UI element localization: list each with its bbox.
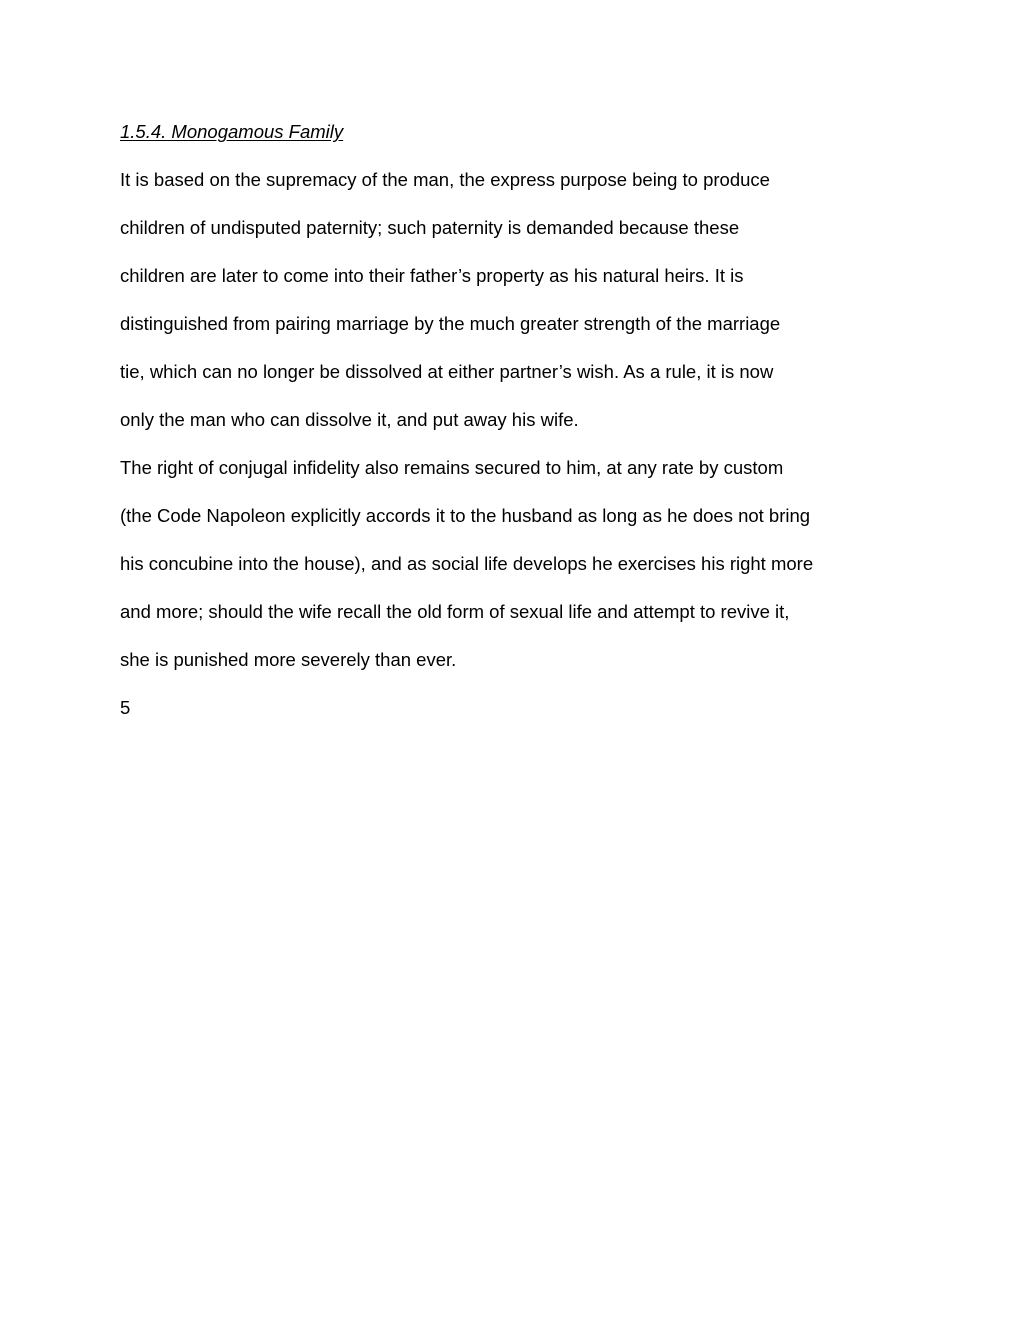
text-line: distinguished from pairing marriage by the much greater strength of the marriage: [120, 313, 781, 334]
text-line: children are later to come into their father’s property as his natural heirs. It is: [120, 265, 744, 286]
text-line: his concubine into the house), and as social life develops he exercises his right more: [120, 553, 814, 574]
text-line: only the man who can dissolve it, and put away his wife.: [120, 409, 579, 430]
text-line: tie, which can no longer be dissolved at either partner’s wish. As a rule, it is now: [120, 361, 774, 382]
text-line: and more; should the wife recall the old form of sexual life and attempt to revive it,: [120, 601, 790, 622]
text-line: she is punished more severely than ever.: [120, 649, 457, 670]
section-heading: 1.5.4. Monogamous Family: [120, 121, 344, 142]
text-line: The right of conjugal infidelity also remains secured to him, at any rate by custom: [120, 457, 784, 478]
page-number: 5: [120, 697, 131, 718]
text-line: children of undisputed paternity; such paternity is demanded because these: [120, 217, 740, 238]
body-text: [120, 156, 900, 732]
text-line: (the Code Napoleon explicitly accords it to the husband as long as he does not bring: [120, 505, 811, 526]
text-line: It is based on the supremacy of the man, the express purpose being to produce: [120, 169, 770, 190]
